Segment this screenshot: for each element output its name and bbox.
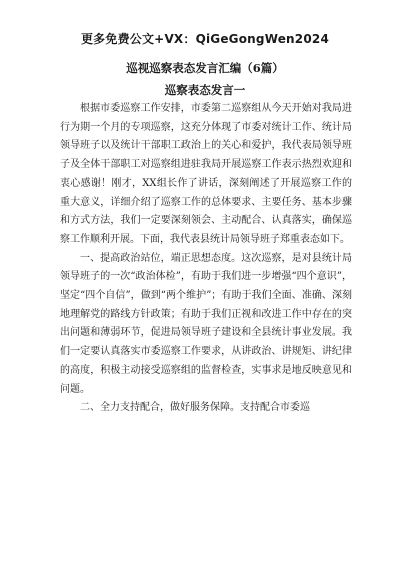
paragraph-point-one: 一、提高政治站位，端正思想态度。这次巡察，是对县统计局领导班子的一次“政治体检”，有助于我们进一步增强“四个意识”，坚定“四个自信”，做到“两个维护”；有助于我们全面、准确、深刻地理解党的路线方针政策；有助于我们正视和改进工作中存在的突出问题和薄弱环节，促进局领导班子建设和全县统计事业发展。我们一定要认真落实市委巡察工作要求，从讲政治、讲规矩、讲纪律的高度，积极主动接受巡察组的监督检查，实事求是地反映意见和问题。 <box>60 252 352 395</box>
promo-banner: 更多免费公文+VX：QiGeGongWen2024 <box>80 32 329 46</box>
document-body <box>60 100 352 418</box>
document-title: 巡视巡察表态发言汇编（6篇） <box>126 61 284 75</box>
paragraph-intro: 根据市委巡察工作安排，市委第二巡察组从今天开始对我局进行为期一个月的专项巡察，这充分体现了市委对统计工作、统计局领导班子以及统计干部职工政治上的关心和爱护，我代表局领导班子及全体干部职工对巡察组进驻我局开展巡察工作表示热烈欢迎和衷心感谢！刚才，XX组长作了讲话，深刻阐述了开展巡察工作的重大意义，详细介绍了巡察工作的总体要求、主要任务、基本步骤和方式方法，我们一定要深刻领会、主动配合、认真落实，确保巡察工作顺利开展。下面，我代表县统计局领导班子郑重表态如下。 <box>60 103 352 245</box>
paragraph-point-two: 二、全力支持配合，做好服务保障。支持配合市委巡 <box>80 402 310 414</box>
section-title: 巡察表态发言一 <box>164 83 246 97</box>
